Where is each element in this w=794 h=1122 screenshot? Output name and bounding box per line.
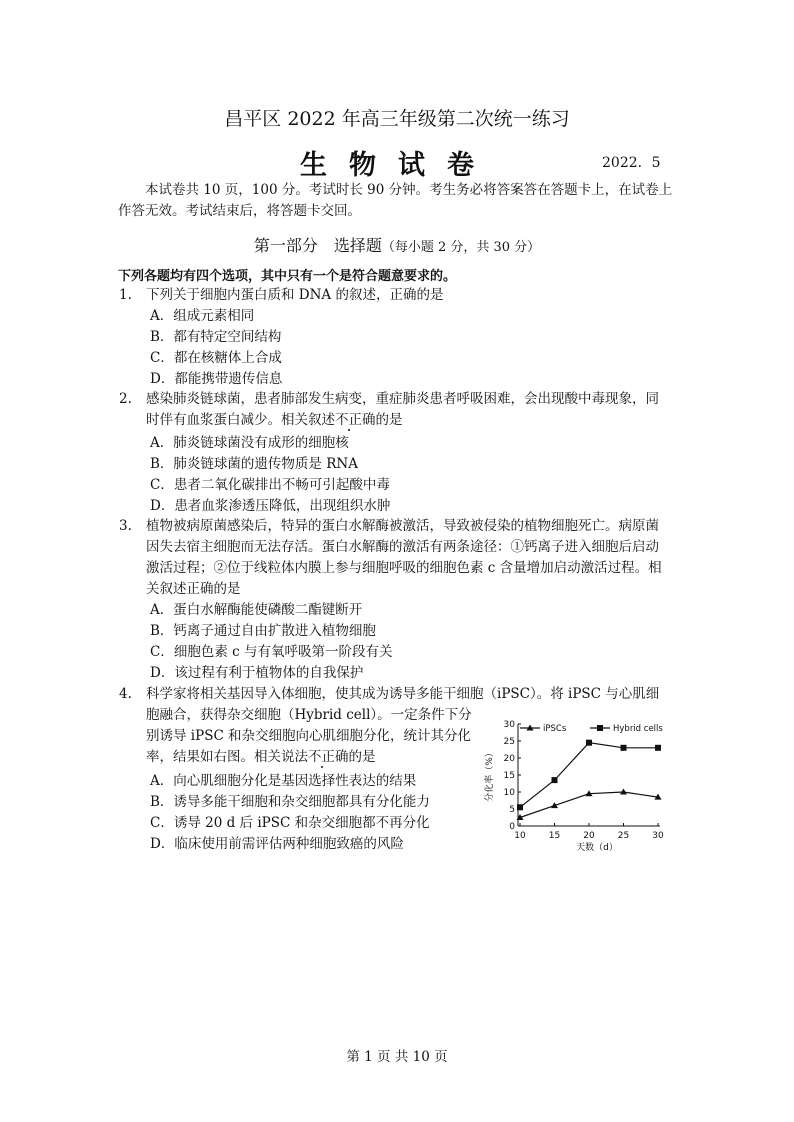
exam-title: 昌平区 2022 年高三年级第二次统一练习 xyxy=(224,108,570,130)
question-stem-line: 别诱导 iPSC 和杂交细胞向心肌细胞分化，统计其分化 xyxy=(146,728,472,744)
part-one-instruction: 下列各题均有四个选项，其中只有一个是符合题意要求的。 xyxy=(118,269,457,284)
data-point-hybrid-cells xyxy=(586,740,592,746)
question-stem-line: 胞融合，获得杂交细胞（Hybrid cell）。一定条件下分 xyxy=(146,707,472,723)
exam-instructions: 本试卷共 10 页，100 分。考试时长 90 分钟。考生务必将答案答在答题卡上，在试卷上作答无效。考试结束后，将答题卡交回。 xyxy=(118,182,673,219)
option-d: D．该过程有利于植物体的自我保护 xyxy=(150,665,364,681)
question-2-options xyxy=(150,433,390,517)
option-b: B．诱导多能干细胞和杂交细胞都具有分化能力 xyxy=(150,794,430,810)
option-a: A．向心肌细胞分化是基因选择性表达的结果 xyxy=(150,773,417,789)
emphasis-text: 不正 xyxy=(335,412,362,428)
data-point-hybrid-cells xyxy=(621,745,627,751)
y-tick-label: 25 xyxy=(503,737,515,747)
option-c: C．都在核糖体上合成 xyxy=(150,350,282,366)
question-3 xyxy=(119,516,662,600)
question-number: 4. xyxy=(119,686,132,702)
data-point-ipscs xyxy=(620,789,627,795)
question-4-options xyxy=(150,771,430,855)
data-point-hybrid-cells xyxy=(597,725,603,731)
differentiation-rate-chart xyxy=(478,712,678,852)
option-c: C．诱导 20 d 后 iPSC 和杂交细胞都不再分化 xyxy=(150,815,430,831)
option-a: A．肺炎链球菌没有成形的细胞核 xyxy=(150,435,349,451)
data-point-hybrid-cells xyxy=(517,804,523,810)
x-tick-label: 30 xyxy=(652,831,664,841)
exam-date: 2022．5 xyxy=(602,155,661,171)
question-stem: 下列关于细胞内蛋白质和 DNA 的叙述，正确的是 xyxy=(146,287,444,303)
option-d: D．都能携带遗传信息 xyxy=(150,371,283,387)
option-c: C．细胞色素 c 与有氧呼吸第一阶段有关 xyxy=(150,644,393,660)
question-stem-line: 激活过程；②位于线粒体内膜上参与细胞呼吸的细胞色素 c 含量增加启动激活过程。相 xyxy=(146,560,662,576)
question-stem-line: 科学家将相关基因导入体细胞，使其成为诱导多能干细胞（iPSC）。将 iPSC 与心肌细 xyxy=(146,686,660,702)
y-axis-label: 分化率（%） xyxy=(485,748,495,802)
y-tick-label: 30 xyxy=(503,720,515,730)
part-one-score-note: （每小题 2 分，共 30 分） xyxy=(381,240,541,255)
x-tick-label: 25 xyxy=(617,831,630,841)
y-tick-label: 20 xyxy=(503,754,515,764)
emphasis-text: 不正 xyxy=(308,749,335,765)
question-number: 3. xyxy=(119,518,132,534)
series-line-hybrid-cells xyxy=(520,743,658,808)
x-axis-label: 天数（d） xyxy=(576,843,618,852)
option-d: D．临床使用前需评估两种细胞致癌的风险 xyxy=(150,836,404,852)
stem-text: 时伴有血浆蛋白减少。相关叙述 xyxy=(146,412,335,428)
page-footer: 第 1 页 共 10 页 xyxy=(346,1049,448,1065)
part-one-title: 第一部分 选择题 xyxy=(253,236,382,255)
subject-title: 生物试卷 xyxy=(300,150,496,181)
question-stem-line: 因失去宿主细胞而无法存活。蛋白水解酶的激活有两条途径：①钙离子进入细胞后启动 xyxy=(146,539,659,555)
stem-text: 确的是 xyxy=(362,412,403,428)
data-point-hybrid-cells xyxy=(655,745,661,751)
x-tick-label: 10 xyxy=(514,831,526,841)
option-b: B．钙离子通过自由扩散进入植物细胞 xyxy=(150,623,376,639)
y-tick-label: 0 xyxy=(509,822,515,832)
question-1 xyxy=(119,285,444,306)
option-b: B．都有特定空间结构 xyxy=(150,329,282,345)
question-stem-line: 关叙述正确的是 xyxy=(146,581,241,597)
stem-text: 率，结果如右图。相关说法 xyxy=(146,749,308,765)
question-number: 1. xyxy=(119,287,132,303)
option-d: D．患者血浆渗透压降低，出现组织水肿 xyxy=(150,498,391,514)
y-tick-label: 15 xyxy=(503,771,515,781)
stem-text: 确的是 xyxy=(335,749,376,765)
question-1-options xyxy=(150,306,282,390)
question-stem-line: 感染肺炎链球菌，患者肺部发生病变，重症肺炎患者呼吸困难，会出现酸中毒现象，同 xyxy=(146,391,659,407)
question-stem-line: 植物被病原菌感染后，特异的蛋白水解酶被激活，导致被侵染的植物细胞死亡。病原菌 xyxy=(146,518,659,534)
option-b: B．肺炎链球菌的遗传物质是 RNA xyxy=(150,456,358,472)
option-a: A．组成元素相同 xyxy=(150,308,255,324)
legend-label: iPSCs xyxy=(543,724,567,734)
x-tick-label: 20 xyxy=(583,831,595,841)
y-tick-label: 5 xyxy=(509,805,515,815)
y-tick-label: 10 xyxy=(503,788,515,798)
question-2 xyxy=(119,389,659,431)
option-c: C．患者二氧化碳排出不畅可引起酸中毒 xyxy=(150,477,390,493)
x-tick-label: 15 xyxy=(548,831,561,841)
question-number: 2. xyxy=(119,391,132,407)
legend-label: Hybrid cells xyxy=(613,724,663,734)
data-point-hybrid-cells xyxy=(552,777,558,783)
part-one-heading xyxy=(0,233,794,256)
option-a: A．蛋白水解酶能使磷酸二酯键断开 xyxy=(150,602,363,618)
question-stem-line xyxy=(146,410,659,431)
question-3-options xyxy=(150,600,392,684)
